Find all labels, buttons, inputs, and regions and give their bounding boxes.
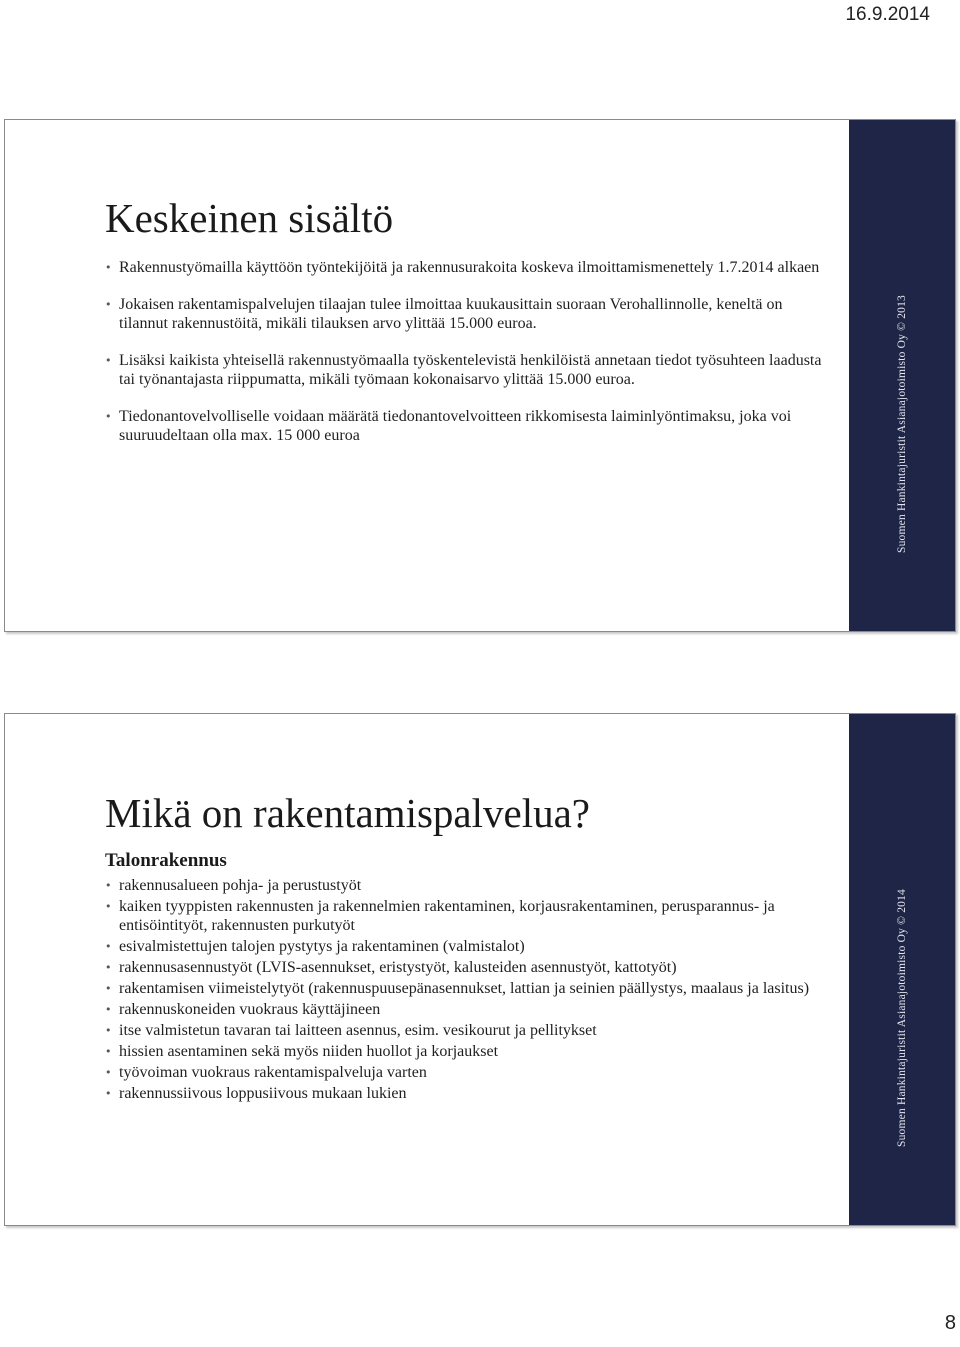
bullet-icon: • xyxy=(105,982,112,996)
bullet-icon: • xyxy=(105,1045,112,1059)
bullet-icon: • xyxy=(105,1003,112,1017)
list-item-text: rakennusasennustyöt (LVIS-asennukset, eristystyöt, kalusteiden asennustyöt, kattotyöt) xyxy=(119,959,677,977)
slide-sidebar xyxy=(849,120,955,631)
copyright-text: Suomen Hankintajuristit Asianajotoimisto Oy © 2013 xyxy=(896,295,908,553)
list-item xyxy=(105,1084,835,1103)
bullet-list xyxy=(105,876,835,1103)
list-item xyxy=(105,897,835,935)
list-item-text: rakennuskoneiden vuokraus käyttäjineen xyxy=(119,1001,381,1019)
list-item-text: rakentamisen viimeistelytyöt (rakennuspuusepänasennukset, lattian ja seinien päällystys, maalaus ja lasitus) xyxy=(119,980,810,998)
list-item xyxy=(105,1000,835,1019)
bullet-icon: • xyxy=(105,1024,112,1038)
copyright-text: Suomen Hankintajuristit Asianajotoimisto Oy © 2014 xyxy=(896,889,908,1147)
slide-content xyxy=(105,196,835,463)
bullet-icon: • xyxy=(105,410,112,424)
list-item-text: työvoiman vuokraus rakentamispalveluja varten xyxy=(119,1064,427,1082)
slide-title: Mikä on rakentamispalvelua? xyxy=(105,790,590,836)
slide-sidebar xyxy=(849,714,955,1225)
bullet-list xyxy=(105,258,835,445)
page-number: 8 xyxy=(944,1312,956,1334)
list-item xyxy=(105,979,835,998)
slide-mika-on-rakentamispalvelua xyxy=(4,713,956,1226)
slide-title: Keskeinen sisältö xyxy=(105,195,394,241)
list-item-text: hissien asentaminen sekä myös niiden huollot ja korjaukset xyxy=(119,1043,499,1061)
bullet-icon: • xyxy=(105,900,112,914)
list-item-text: Tiedonantovelvolliselle voidaan määrätä tiedonantovelvoitteen rikkomisesta laiminlyöntimaksu, joka voi suuruudeltaan olla max. 15 000 euroa xyxy=(119,408,792,445)
list-item xyxy=(105,407,835,445)
bullet-icon: • xyxy=(105,1066,112,1080)
list-item xyxy=(105,351,835,389)
list-item xyxy=(105,295,835,333)
bullet-icon: • xyxy=(105,298,112,312)
list-item xyxy=(105,937,835,956)
bullet-icon: • xyxy=(105,961,112,975)
list-item-text: kaiken tyyppisten rakennusten ja rakennelmien rakentaminen, korjausrakentaminen, perusparannus- ja entisöintityöt, rakennusten purkutyöt xyxy=(119,898,775,935)
bullet-icon: • xyxy=(105,940,112,954)
list-item-text: rakennusalueen pohja- ja perustustyöt xyxy=(119,877,362,895)
bullet-icon: • xyxy=(105,261,112,275)
bullet-icon: • xyxy=(105,879,112,893)
slide-keskeinen-sisalto xyxy=(4,119,956,632)
slide-content xyxy=(105,791,835,1105)
list-item xyxy=(105,876,835,895)
list-item-text: itse valmistetun tavaran tai laitteen asennus, esim. vesikourut ja pellitykset xyxy=(119,1022,597,1040)
list-item xyxy=(105,958,835,977)
list-item xyxy=(105,1042,835,1061)
list-item xyxy=(105,1063,835,1082)
section-subheading: Talonrakennus xyxy=(105,850,227,872)
bullet-icon: • xyxy=(105,354,112,368)
list-item xyxy=(105,1021,835,1040)
page-date: 16.9.2014 xyxy=(845,4,930,25)
bullet-icon: • xyxy=(105,1087,112,1101)
list-item-text: esivalmistettujen talojen pystytys ja rakentaminen (valmistalot) xyxy=(119,938,525,956)
list-item-text: Lisäksi kaikista yhteisellä rakennustyömaalla työskentelevistä henkilöistä annetaan tiedot työsuhteen laadusta tai työnantajasta riippumatta, mikäli työmaan kokonaisarvo ylittää 15.000 euroa. xyxy=(119,352,822,389)
list-item-text: Rakennustyömailla käyttöön työntekijöitä ja rakennusurakoita koskeva ilmoittamismenettely 1.7.2014 alkaen xyxy=(119,259,820,277)
list-item xyxy=(105,258,835,277)
list-item-text: rakennussiivous loppusiivous mukaan lukien xyxy=(119,1085,407,1103)
list-item-text: Jokaisen rakentamispalvelujen tilaajan tulee ilmoittaa kuukausittain suoraan Verohallinnolle, keneltä on tilannut rakennustöitä, mikäli tilauksen arvo ylittää 15.000 euroa. xyxy=(119,296,783,333)
